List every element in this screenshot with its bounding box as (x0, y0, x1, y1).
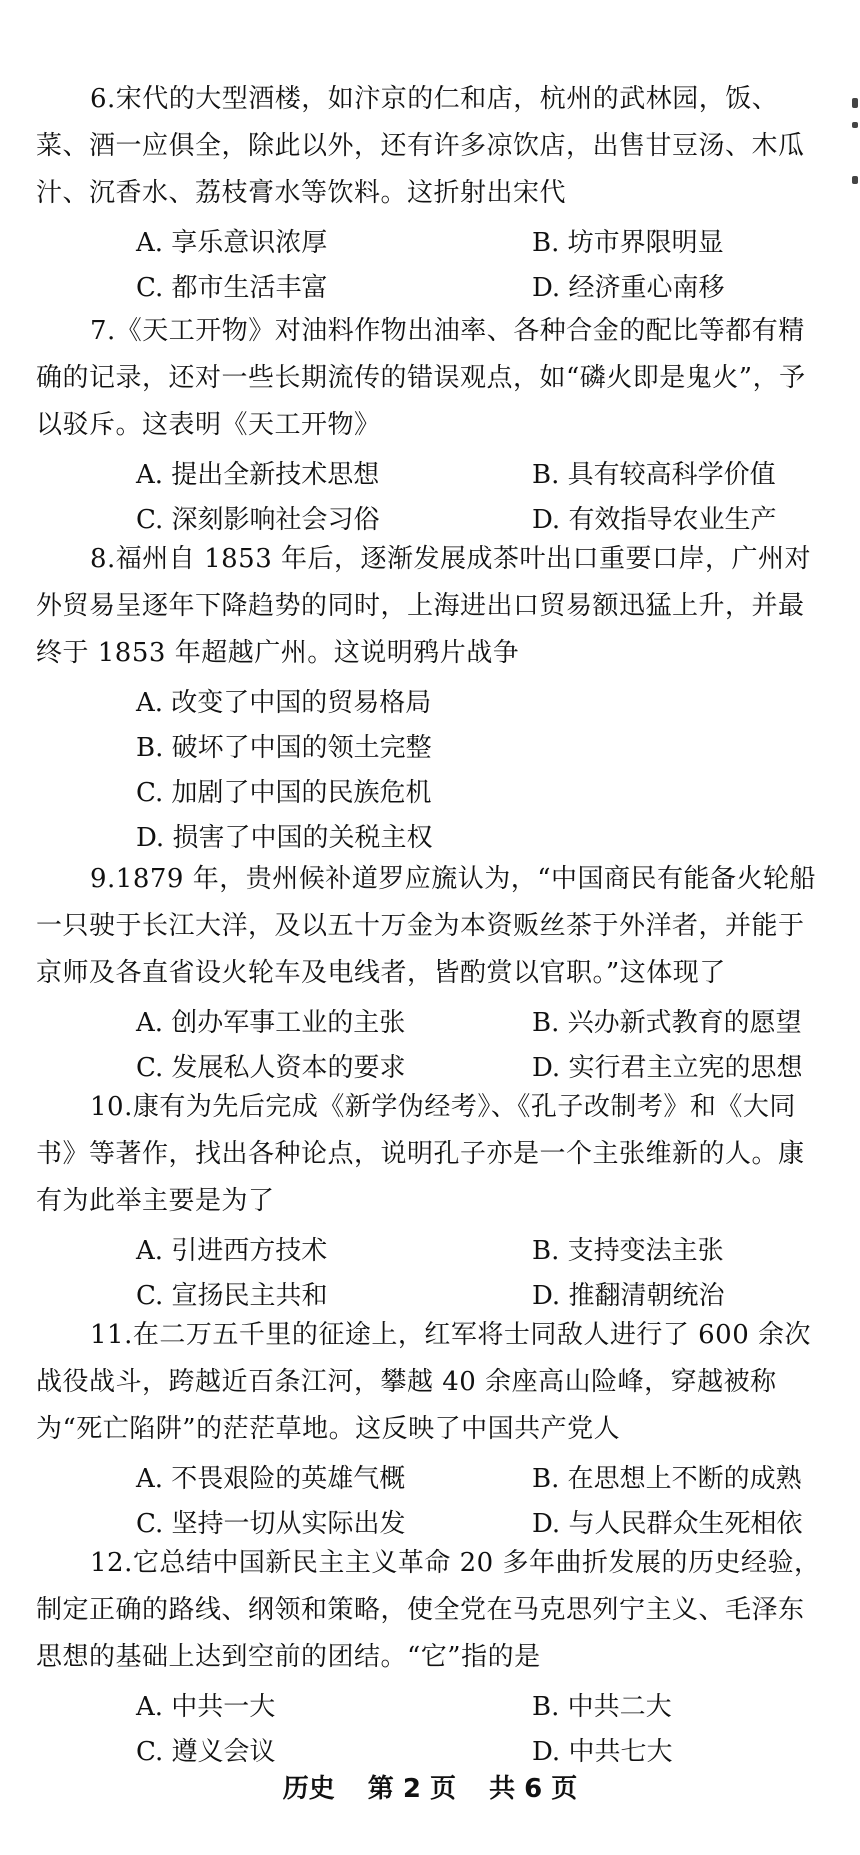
options (136, 453, 836, 543)
option-c: C. 加剧了中国的民族危机 (136, 778, 432, 808)
option-c: C. 宣扬民主共和 (136, 1281, 328, 1311)
option-d: D. 实行君主立宪的思想 (532, 1053, 803, 1083)
scan-edge-mark (852, 98, 858, 108)
option-a: A. 引进西方技术 (136, 1236, 328, 1266)
option-c: C. 坚持一切从实际出发 (136, 1509, 406, 1539)
options (136, 1229, 836, 1319)
option-a: A. 不畏艰险的英雄气概 (136, 1464, 406, 1494)
options (136, 1001, 836, 1091)
option-b: B. 具有较高科学价值 (532, 460, 776, 490)
question-stem: 8.福州自 1853 年后，逐渐发展成茶叶出口重要口岸，广州对外贸易呈逐年下降趋势的同时，上海进出口贸易额迅猛上升，并最终于 1853 年超越广州。这说明鸦片战争 (36, 544, 812, 668)
options (136, 1685, 836, 1775)
footer-total-pages: 共 6 页 (489, 1774, 578, 1804)
option-a: A. 创办军事工业的主张 (136, 1008, 406, 1038)
footer-subject: 历史 (282, 1774, 335, 1804)
question-stem: 12.它总结中国新民主主义革命 20 多年曲折发展的历史经验，制定正确的路线、纲领和策略，使全党在马克思列宁主义、毛泽东思想的基础上达到空前的团结。“它”指的是 (36, 1548, 821, 1672)
option-d: D. 有效指导农业生产 (532, 505, 777, 535)
option-d: D. 经济重心南移 (532, 273, 725, 303)
question-stem: 10.康有为先后完成《新学伪经考》、《孔子改制考》和《大同书》等著作，找出各种论点，说明孔子亦是一个主张维新的人。康有为此举主要是为了 (36, 1092, 805, 1216)
question-7 (0, 308, 860, 543)
option-c: C. 深刻影响社会习俗 (136, 505, 380, 535)
option-d: D. 与人民群众生死相依 (532, 1509, 803, 1539)
option-b: B. 坊市界限明显 (532, 228, 724, 258)
scan-edge-mark (852, 176, 858, 184)
scan-edge-mark (852, 122, 858, 128)
footer-page-number: 第 2 页 (367, 1774, 456, 1804)
question-9 (0, 856, 860, 1091)
option-a: A. 中共一大 (136, 1692, 276, 1722)
options (136, 221, 836, 311)
option-d: D. 推翻清朝统治 (532, 1281, 725, 1311)
question-stem: 11.在二万五千里的征途上，红军将士同敌人进行了 600 余次战役战斗，跨越近百条江河，攀越 40 余座高山险峰，穿越被称为“死亡陷阱”的茫茫草地。这反映了中国共产党人 (36, 1320, 812, 1444)
question-11 (0, 1312, 860, 1547)
option-c: C. 都市生活丰富 (136, 273, 328, 303)
option-b: B. 破坏了中国的领土完整 (136, 733, 432, 763)
option-a: A. 提出全新技术思想 (136, 460, 380, 490)
question-stem: 9.1879 年，贵州候补道罗应旒认为，“中国商民有能备火轮船一只驶于长江大洋，及以五十万金为本资贩丝茶于外洋者，并能于京师及各直省设火轮车及电线者，皆酌赏以官职。”这体现了 (36, 864, 817, 988)
option-b: B. 支持变法主张 (532, 1236, 724, 1266)
option-c: C. 遵义会议 (136, 1737, 276, 1767)
option-c: C. 发展私人资本的要求 (136, 1053, 406, 1083)
question-6 (0, 76, 860, 311)
options (136, 1457, 836, 1547)
option-b: B. 兴办新式教育的愿望 (532, 1008, 802, 1038)
question-12 (0, 1540, 860, 1775)
option-b: B. 在思想上不断的成熟 (532, 1464, 802, 1494)
option-d: D. 中共七大 (532, 1737, 673, 1767)
option-a: A. 改变了中国的贸易格局 (136, 688, 432, 718)
options (136, 681, 836, 861)
question-stem: 7.《天工开物》对油料作物出油率、各种合金的配比等都有精确的记录，还对一些长期流传的错误观点，如“磷火即是鬼火”，予以驳斥。这表明《天工开物》 (36, 316, 806, 440)
page-footer (0, 1768, 860, 1805)
option-a: A. 享乐意识浓厚 (136, 228, 328, 258)
option-d: D. 损害了中国的关税主权 (136, 823, 433, 853)
option-b: B. 中共二大 (532, 1692, 672, 1722)
question-stem: 6.宋代的大型酒楼，如汴京的仁和店，杭州的武林园，饭、菜、酒一应俱全，除此以外，还有许多凉饮店，出售甘豆汤、木瓜汁、沉香水、荔枝膏水等饮料。这折射出宋代 (36, 84, 805, 208)
question-10 (0, 1084, 860, 1319)
question-8 (0, 536, 860, 861)
